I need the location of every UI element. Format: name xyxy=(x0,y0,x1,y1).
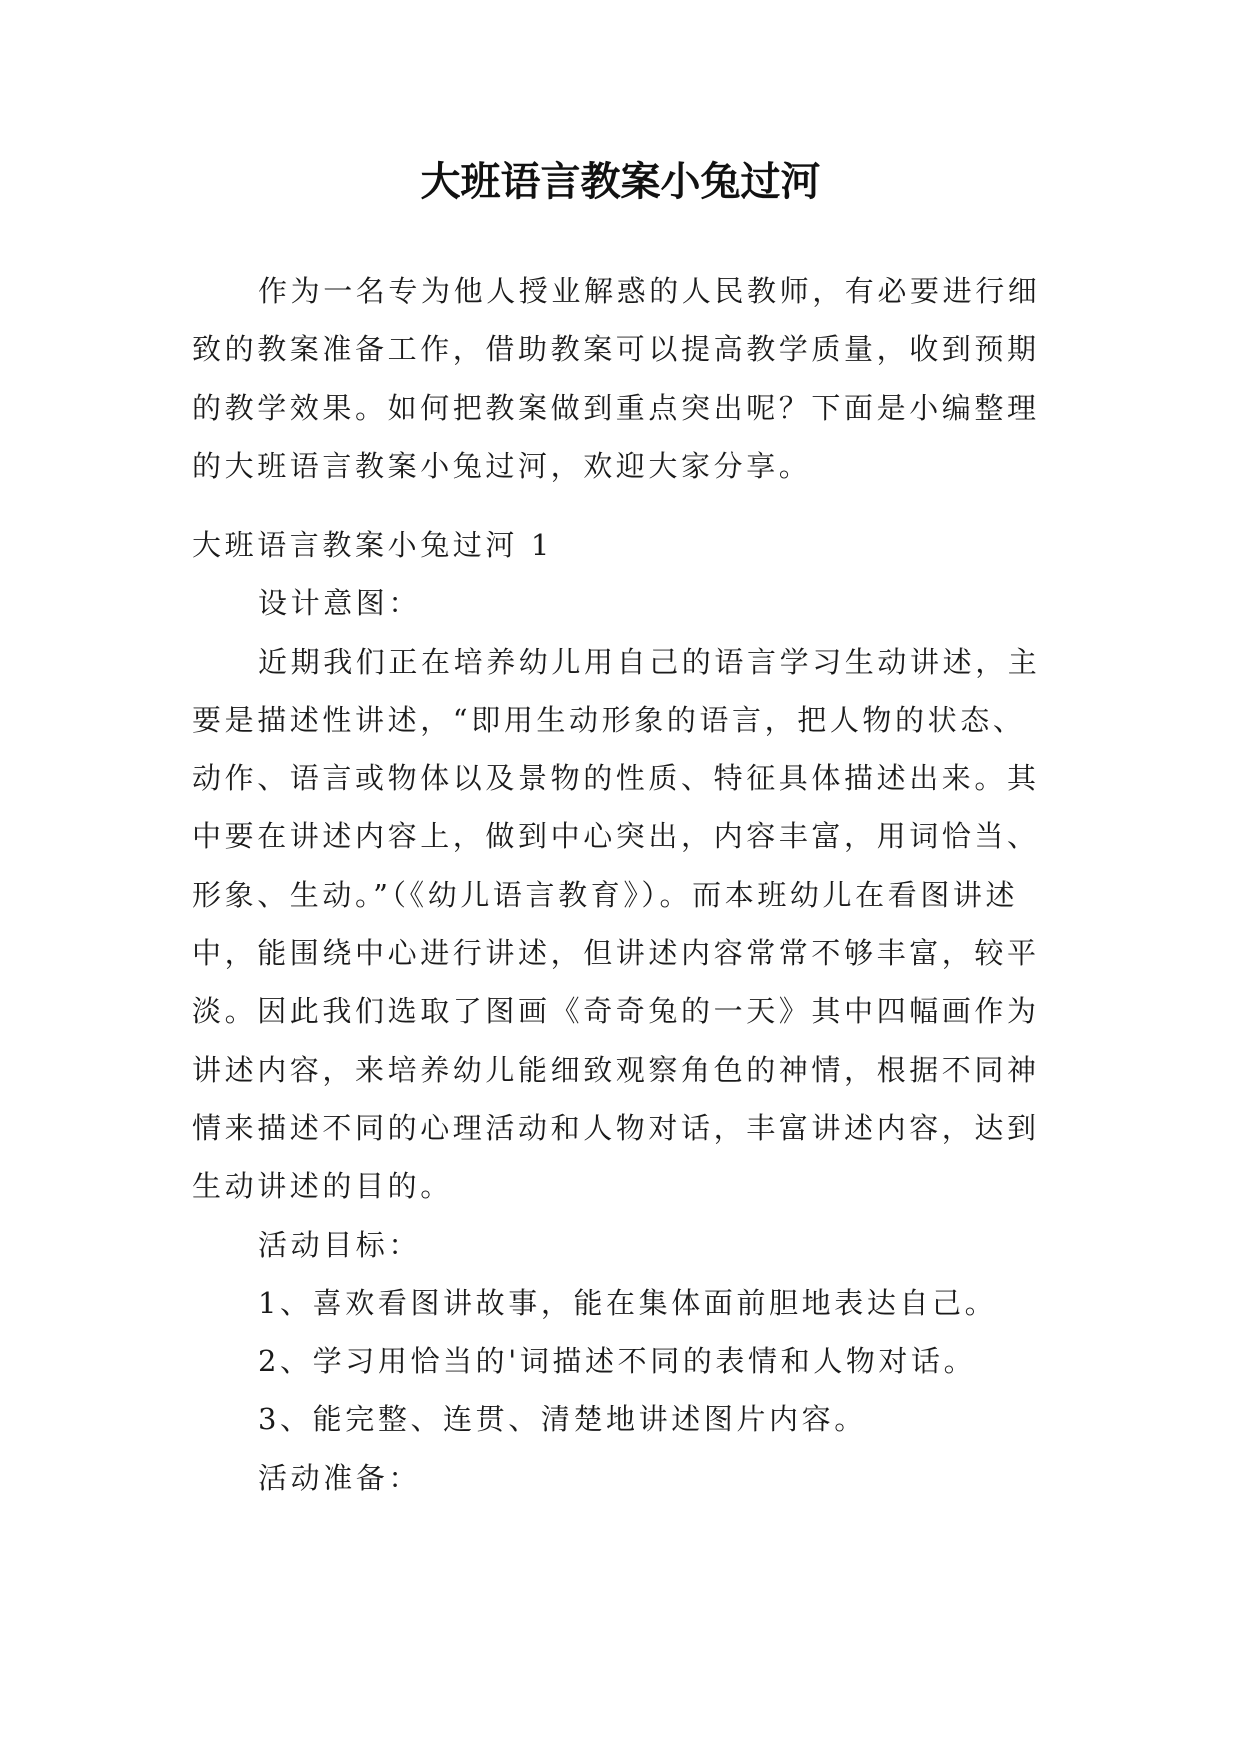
intro-paragraph: 作为一名专为他人授业解惑的人民教师，有必要进行细致的教案准备工作，借助教案可以提高教学质量，收到预期的教学效果。如何把教案做到重点突出呢？下面是小编整理的大班语言教案小兔过河，欢迎大家分享。 xyxy=(192,274,1041,483)
section-heading: 大班语言教案小兔过河 1 xyxy=(192,528,553,562)
section-1 xyxy=(192,516,1052,1507)
intro-block xyxy=(192,262,1052,495)
design-intent-label: 设计意图： xyxy=(258,586,422,621)
goal-item-1: 1、喜欢看图讲故事，能在集体面前胆地表达自己。 xyxy=(258,1285,998,1320)
goals-label: 活动目标： xyxy=(258,1227,422,1262)
goal-item-3: 3、能完整、连贯、清楚地讲述图片内容。 xyxy=(258,1402,867,1437)
document-title: 大班语言教案小兔过河 xyxy=(420,158,821,205)
prep-label: 活动准备： xyxy=(258,1460,422,1495)
design-intent-paragraph: 近期我们正在培养幼儿用自己的语言学习生动讲述，主要是描述性讲述，“即用生动形象的语言，把人物的状态、动作、语言或物体以及景物的性质、特征具体描述出来。其中要在讲述内容上，做到中心突出，内容丰富，用词恰当、形象、生动。”（《幼儿语言教育》）。而本班幼儿在看图讲述中，能围绕中心进行讲述，但讲述内容常常不够丰富，较平淡。因此我们选取了图画《奇奇兔的一天》其中四幅画作为讲述内容，来培养幼儿能细致观察角色的神情，根据不同神情来描述不同的心理活动和人物对话，丰富讲述内容，达到生动讲述的目的。 xyxy=(192,644,1041,1204)
goal-item-2: 2、学习用恰当的'词描述不同的表情和人物对话。 xyxy=(258,1344,977,1379)
